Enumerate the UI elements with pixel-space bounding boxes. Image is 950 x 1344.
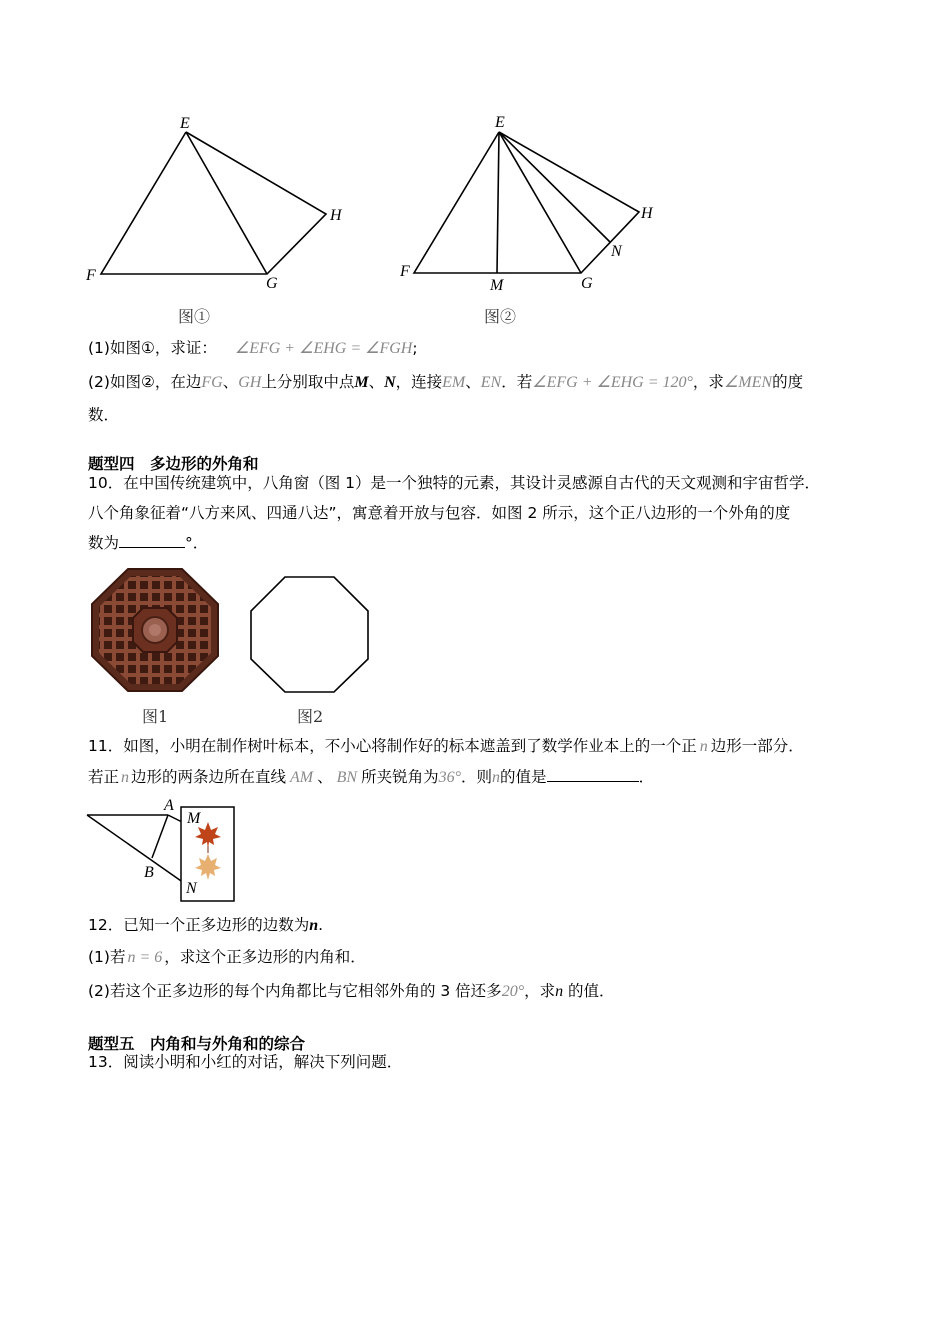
- label-N: N: [611, 243, 622, 260]
- label-M: M: [187, 810, 201, 827]
- q11-leaf-specimen-diagram: [84, 796, 244, 904]
- line-AB: [152, 815, 168, 858]
- q12-part2: [88, 981, 615, 1002]
- q9-p2-text-6: 、: [465, 373, 481, 391]
- figure-1-caption: 图①: [178, 307, 211, 326]
- q10-answer-blank[interactable]: [119, 533, 185, 548]
- section-4-title: 题型四 多边形的外角和: [88, 455, 259, 473]
- q11-l1-n: n: [699, 738, 708, 755]
- q11-line1: [88, 736, 804, 757]
- section-5-title: 题型五 内角和与外角和的综合: [88, 1035, 306, 1053]
- q9-p2-text-7: ．若: [501, 373, 533, 391]
- q9-p2-text-2: 、: [222, 373, 239, 391]
- q11-l2-text-g: ．: [638, 768, 655, 786]
- q12-part1: [88, 947, 366, 968]
- q12-line1-n: n: [309, 917, 319, 934]
- q12-p1-equation: n = 6: [127, 949, 163, 966]
- q11-l1-text-b: 边形一部分．: [710, 737, 804, 755]
- q9-p2-en: EN: [480, 374, 502, 391]
- q12-p2-text-a: (2)若这个正多边形的每个内角都比与它相邻外角的 3 倍还多: [88, 982, 502, 1000]
- q9-part1-prefix: (1)如图①，求证：: [88, 339, 217, 357]
- q12-line1-text: 12．已知一个正多边形的边数为: [88, 916, 310, 934]
- figure-2-caption: 图②: [484, 307, 517, 326]
- q9-part2-line1: [88, 372, 803, 393]
- q13-line1: 13．阅读小明和小红的对话，解决下列问题．: [88, 1053, 403, 1071]
- q11-l2-text-d: 所夹锐角为: [361, 768, 439, 786]
- q9-part1-suffix: ;: [412, 339, 418, 357]
- q9-p2-text-4: 、: [368, 373, 385, 391]
- q9-part1: [88, 338, 418, 359]
- q10-line3-post: °．: [185, 534, 209, 552]
- q9-p2-gh: GH: [238, 374, 262, 391]
- figure-2-diagram: [395, 108, 675, 298]
- regular-octagon-diagram: [248, 574, 372, 696]
- label-N: N: [186, 880, 197, 897]
- label-G: G: [266, 275, 278, 292]
- q10-line2: 八个角象征着“八方来风、四通八达”，寓意着开放与包容．如图 2 所示，这个正八边形的一个外角的度: [88, 504, 791, 522]
- q11-l2-bn: BN: [336, 769, 358, 786]
- q11-l1-text-a: 11．如图，小明在制作树叶标本，不小心将制作好的标本遮盖到了数学作业本上的一个正: [88, 737, 697, 755]
- q11-l2-text-a: 若正: [88, 768, 120, 786]
- label-A: A: [164, 797, 174, 814]
- q12-p2-text-c: 的值．: [563, 982, 615, 1000]
- q9-p2-angle-sum: ∠EFG + ∠EHG = 120°: [532, 374, 693, 391]
- q9-p2-angle-men: ∠MEN: [723, 374, 773, 391]
- label-E: E: [180, 115, 190, 132]
- label-F: F: [400, 263, 410, 280]
- q10-line3: [88, 533, 208, 553]
- q10-figure-2-caption: 图2: [297, 707, 324, 726]
- label-G: G: [581, 275, 593, 292]
- line-left-to-N: [87, 815, 184, 883]
- q9-part2-line2: 数．: [88, 406, 120, 424]
- q9-part1-equation: ∠EFG + ∠EHG = ∠FGH: [234, 340, 413, 357]
- figure-2-segment-EM: [497, 132, 499, 273]
- q11-l2-angle: 36°: [438, 769, 462, 786]
- q12-p2-angle: 20°: [501, 983, 525, 1000]
- q11-l2-am: AM: [290, 769, 314, 786]
- q11-l2-n: n: [121, 769, 130, 786]
- q9-p2-n: N: [384, 374, 396, 391]
- q9-p2-text-1: (2)如图②，在边: [88, 373, 202, 391]
- q12-line1-end: .: [318, 916, 324, 934]
- label-F: F: [86, 267, 96, 284]
- figure-2-segment-EG: [499, 132, 581, 273]
- q11-line2: [88, 767, 654, 788]
- q11-l2-text-c: 、: [317, 768, 333, 786]
- q12-p2-n: n: [555, 983, 564, 1000]
- q11-l2-n2: n: [492, 769, 501, 786]
- q11-l2-text-e: ．则: [461, 768, 493, 786]
- q11-answer-blank[interactable]: [547, 767, 639, 782]
- q9-p2-text-9: 的度: [772, 373, 804, 391]
- q10-line1: 10．在中国传统建筑中，八角窗（图 1）是一个独特的元素，其设计灵感源自古代的天文观测和宇宙哲学．: [88, 474, 821, 492]
- figure-2-shape: [414, 132, 639, 273]
- q11-l2-text-b: 边形的两条边所在直线: [131, 768, 287, 786]
- figure-1-segment-EG: [186, 132, 267, 274]
- q9-p2-em: EM: [442, 374, 466, 391]
- label-H: H: [641, 205, 653, 222]
- q9-p2-m: M: [354, 374, 369, 391]
- q10-figure-1-caption: 图1: [142, 707, 169, 726]
- q9-p2-text-3: 上分别取中点: [261, 373, 355, 391]
- figure-2-segment-EN: [499, 132, 610, 242]
- label-E: E: [495, 114, 505, 131]
- label-H: H: [330, 207, 342, 224]
- q12-p1-text-a: (1)若: [88, 948, 126, 966]
- q10-line3-pre: 数为: [88, 534, 120, 552]
- q12-p1-text-b: ，求这个正多边形的内角和．: [164, 948, 366, 966]
- q9-p2-fg: FG: [201, 374, 223, 391]
- q9-p2-text-5: ，连接: [395, 373, 443, 391]
- q12-line1: [88, 915, 323, 936]
- label-B: B: [144, 864, 154, 881]
- octagonal-window-image: [90, 567, 220, 693]
- label-M: M: [490, 277, 504, 294]
- figure-1-diagram: [80, 110, 360, 300]
- q11-l2-text-f: 的值是: [500, 768, 547, 786]
- figure-1-shape: [101, 132, 326, 274]
- q9-p2-text-8: ，求: [692, 373, 724, 391]
- q12-p2-text-b: ，求: [524, 982, 556, 1000]
